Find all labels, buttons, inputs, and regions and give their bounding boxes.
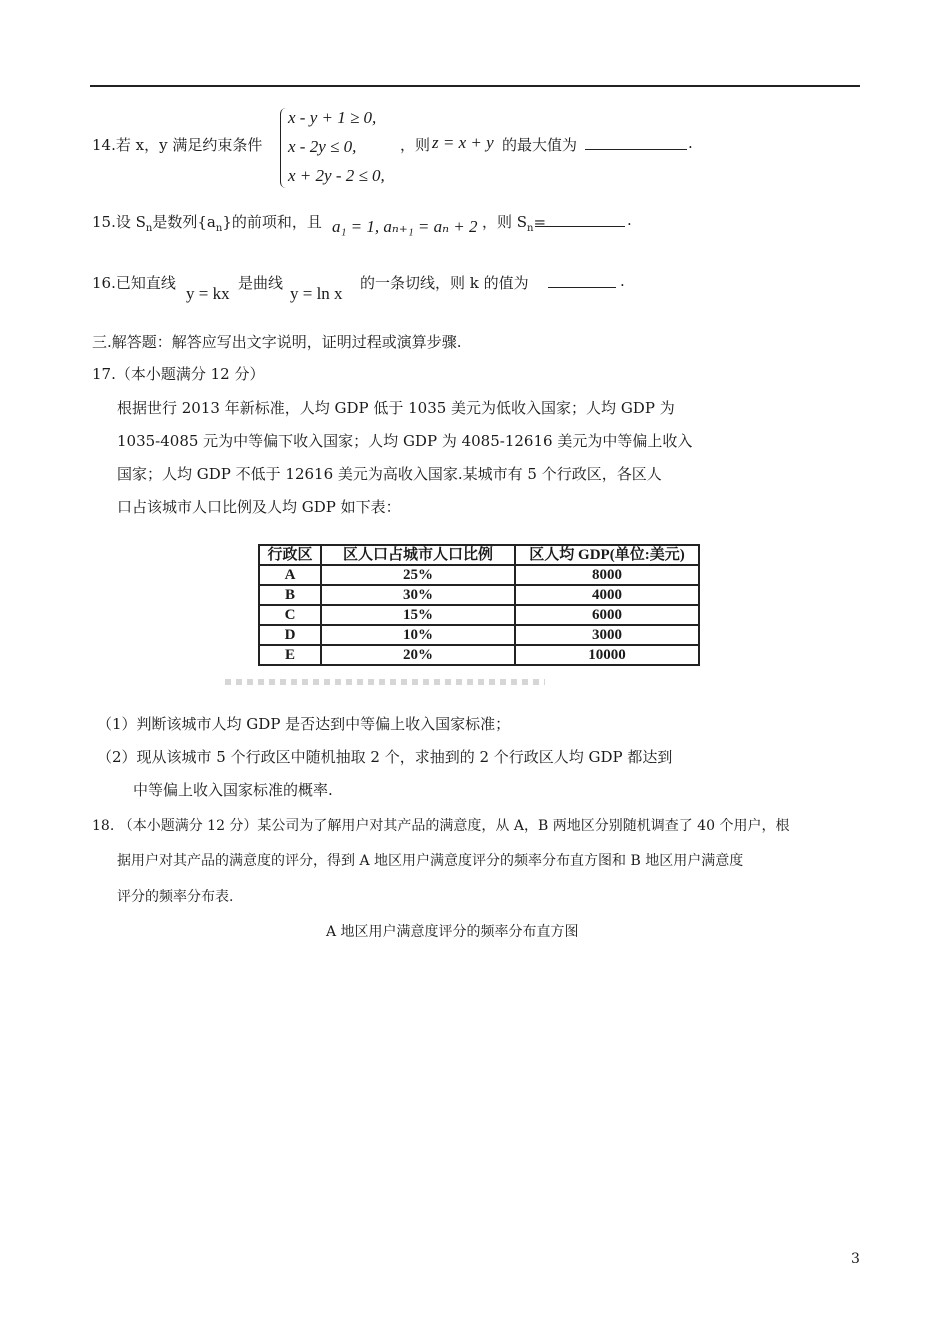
table-cell: A bbox=[259, 565, 321, 585]
table-cell: B bbox=[259, 585, 321, 605]
table-cell: 10% bbox=[321, 625, 515, 645]
q16-end: . bbox=[620, 272, 625, 290]
gdp-table bbox=[258, 544, 700, 666]
table-cell: 4000 bbox=[515, 585, 699, 605]
q17-para-line: 根据世行 2013 年新标准，人均 GDP 低于 1035 美元为低收入国家；人均 GDP 为 bbox=[117, 399, 675, 417]
q14-objective: z = x + y bbox=[432, 133, 494, 152]
q17-para-line: 1035-4085 元为中等偏下收入国家；人均 GDP 为 4085-12616 美元为中等偏上收入 bbox=[117, 432, 693, 450]
table-cell: E bbox=[259, 645, 321, 665]
table-cell: 30% bbox=[321, 585, 515, 605]
table-header-cell: 行政区 bbox=[259, 545, 321, 565]
q14-suffix: 的最大值为 bbox=[502, 136, 578, 154]
table-row bbox=[259, 565, 699, 585]
table-row bbox=[259, 625, 699, 645]
page-number: 3 bbox=[851, 1251, 860, 1267]
table-cell: 15% bbox=[321, 605, 515, 625]
q18-line3: 评分的频率分布表. bbox=[117, 889, 234, 905]
constraint-1: x - y + 1 ≥ 0, bbox=[288, 108, 377, 127]
table-cell: 10000 bbox=[515, 645, 699, 665]
q17-sub1: （1）判断该城市人均 GDP 是否达到中等偏上收入国家标准； bbox=[97, 715, 511, 733]
q15-condition: a₁ = 1, aₙ₊₁ = aₙ + 2 bbox=[332, 217, 478, 236]
q17-para-line: 国家；人均 GDP 不低于 12616 美元为高收入国家.某城市有 5 个行政区，各区人 bbox=[117, 465, 662, 483]
table-row bbox=[259, 585, 699, 605]
table-cell: 25% bbox=[321, 565, 515, 585]
table-cell: 3000 bbox=[515, 625, 699, 645]
q16-suffix: 的一条切线，则 k 的值为 bbox=[360, 274, 529, 292]
table-header-cell: 区人均 GDP(单位:美元) bbox=[515, 545, 699, 565]
q17-sub2-line1: （2）现从该城市 5 个行政区中随机抽取 2 个，求抽到的 2 个行政区人均 GDP 都达到 bbox=[97, 748, 673, 766]
table-cell: D bbox=[259, 625, 321, 645]
table-row bbox=[259, 645, 699, 665]
q14-answer-blank[interactable] bbox=[585, 135, 687, 154]
q16-line: y = kx bbox=[186, 284, 230, 303]
section-heading: 三.解答题：解答应写出文字说明，证明过程或演算步骤. bbox=[92, 333, 462, 351]
q16-curve: y = ln x bbox=[290, 284, 343, 303]
q15-end: . bbox=[627, 211, 632, 229]
q14-prefix: 14.若 x，y 满足约束条件 bbox=[92, 136, 263, 154]
constraint-2: x - 2y ≤ 0, bbox=[288, 137, 357, 156]
q18-line1: 18. （本小题满分 12 分）某公司为了解用户对其产品的满意度，从 A，B 两地区分别随机调查了 40 个用户，根 bbox=[92, 818, 790, 834]
constraint-3: x + 2y - 2 ≤ 0, bbox=[288, 166, 385, 185]
q16-answer-blank[interactable] bbox=[548, 273, 616, 292]
q15-then: ，则 $S_n=$ bbox=[482, 213, 547, 234]
table-cell: 6000 bbox=[515, 605, 699, 625]
q18-line2: 据用户对其产品的满意度的评分，得到 A 地区用户满意度评分的频率分布直方图和 B 地区用户满意度 bbox=[117, 853, 744, 869]
q14-middle: ，则 bbox=[400, 136, 431, 154]
header-rule bbox=[90, 85, 860, 87]
table-row bbox=[259, 605, 699, 625]
q16-prefix: 16.已知直线 bbox=[92, 274, 176, 292]
q15-answer-blank[interactable] bbox=[535, 212, 625, 231]
q15-text: 15.设 $S_n$是数列$\{a_n\}$的前项和，且 bbox=[92, 213, 322, 234]
cropped-text-remnant bbox=[225, 679, 545, 685]
q17-para-line: 口占该城市人口比例及人均 GDP 如下表： bbox=[117, 498, 401, 516]
q17-header: 17.（本小题满分 12 分） bbox=[92, 365, 265, 383]
q16-mid: 是曲线 bbox=[238, 274, 284, 292]
q17-sub2-line2: 中等偏上收入国家标准的概率. bbox=[133, 781, 333, 799]
table-cell: 20% bbox=[321, 645, 515, 665]
table-cell: 8000 bbox=[515, 565, 699, 585]
table-cell: C bbox=[259, 605, 321, 625]
table-header-cell: 区人口占城市人口比例 bbox=[321, 545, 515, 565]
q14-end: . bbox=[688, 134, 693, 152]
histogram-caption: A 地区用户满意度评分的频率分布直方图 bbox=[326, 924, 579, 940]
table-header-row bbox=[259, 545, 699, 565]
